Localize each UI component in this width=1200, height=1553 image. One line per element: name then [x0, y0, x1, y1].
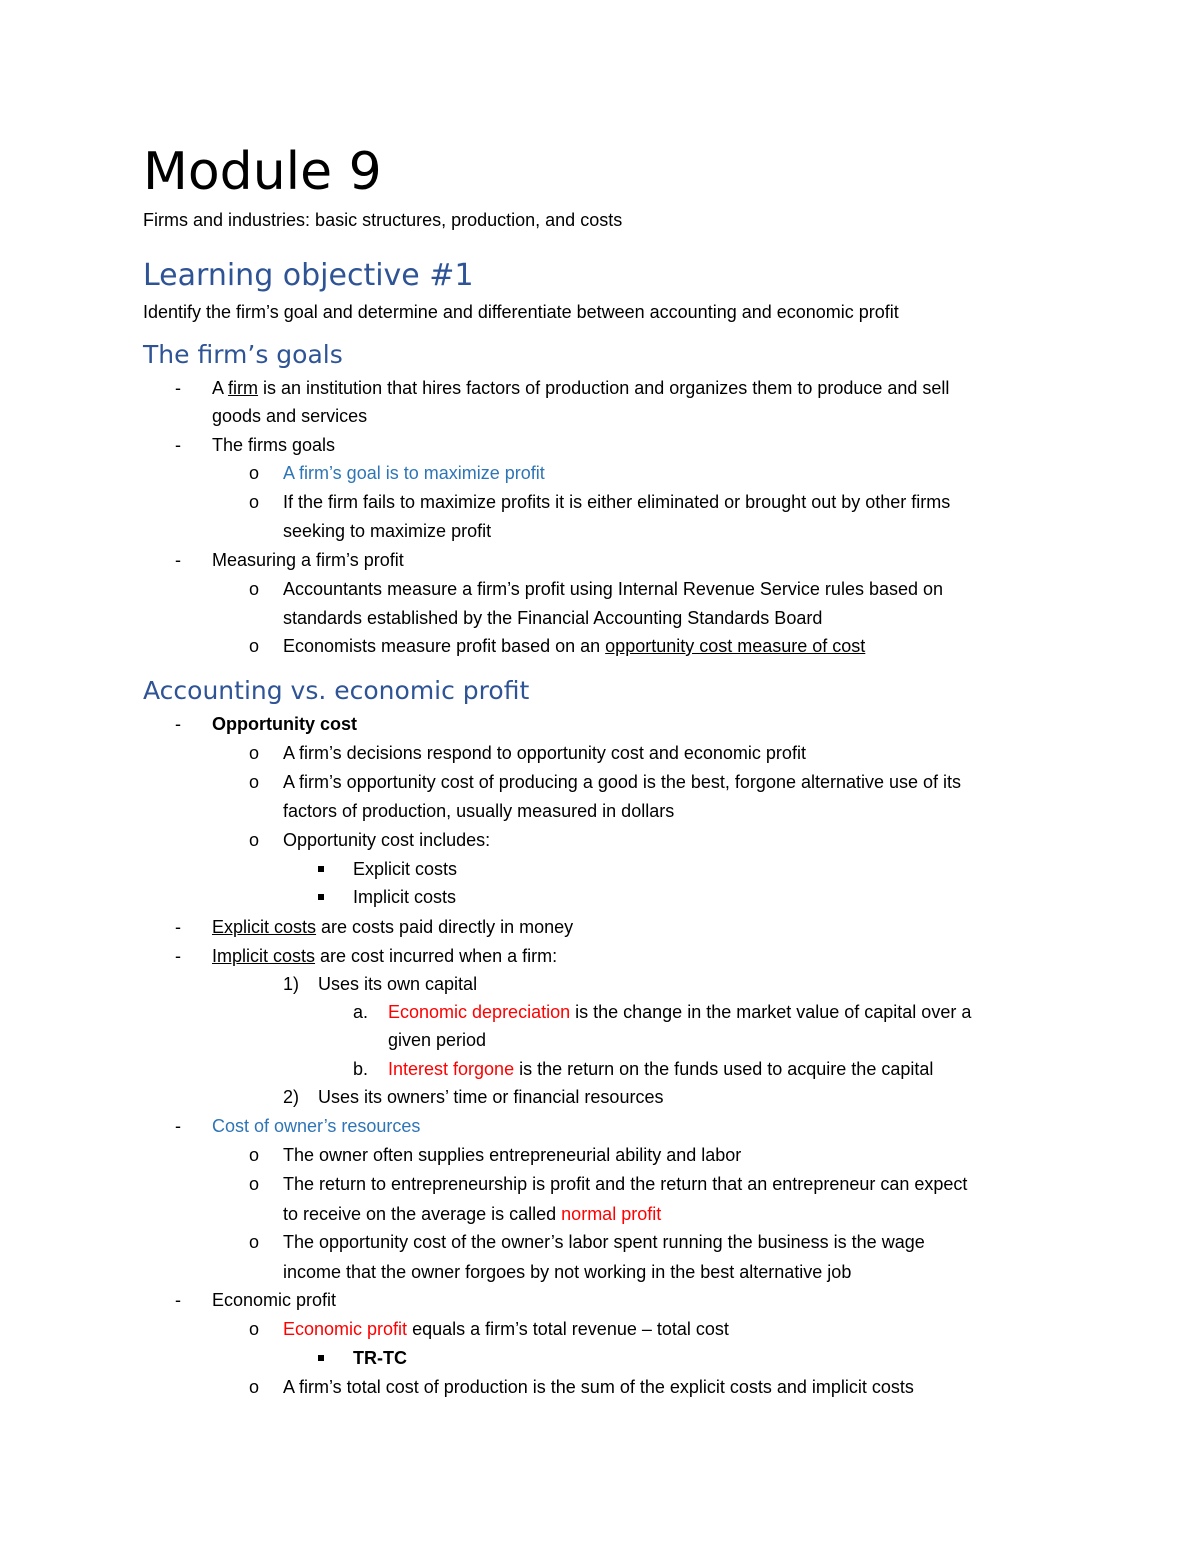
term-explicit-costs: Explicit costs	[212, 917, 317, 937]
number-marker: 1)	[283, 974, 300, 994]
list-item	[283, 1317, 729, 1341]
circle-bullet: o	[249, 1377, 260, 1397]
list-item: Accountants measure a firm’s profit using Internal Revenue Service rules based on	[283, 579, 944, 599]
circle-bullet: o	[249, 1145, 260, 1165]
term-interest-forgone: Interest forgone	[388, 1059, 515, 1079]
list-item: If the firm fails to maximize profits it is either eliminated or brought out by other firms	[283, 492, 951, 512]
square-bullet-icon	[318, 885, 324, 909]
list-item: A firm’s opportunity cost of producing a good is the best, forgone alternative use of its	[283, 772, 962, 792]
list-item: Economic profit	[212, 1290, 337, 1310]
list-item	[212, 376, 949, 400]
list-item: A firm’s decisions respond to opportunity cost and economic profit	[283, 743, 806, 763]
circle-bullet: o	[249, 1319, 260, 1339]
list-item-continuation: factors of production, usually measured in dollars	[283, 801, 675, 821]
list-item-continuation: given period	[388, 1030, 487, 1050]
list-item-text: is an institution that hires factors of production and organizes them to produce and sell	[258, 378, 950, 398]
list-item-text: equals a firm’s total revenue – total cost	[407, 1319, 729, 1339]
dash-bullet: -	[175, 1116, 181, 1136]
list-item-continuation: seeking to maximize profit	[283, 521, 492, 541]
list-item-continuation: income that the owner forgoes by not working in the best alternative job	[283, 1262, 852, 1282]
list-item	[212, 944, 557, 968]
list-item: Cost of owner’s resources	[212, 1116, 421, 1136]
term-opportunity-cost-measure: opportunity cost measure of cost	[605, 636, 866, 656]
list-item: Measuring a firm’s profit	[212, 550, 404, 570]
list-item-text: are cost incurred when a firm:	[315, 946, 558, 966]
dash-bullet: -	[175, 946, 181, 966]
dash-bullet: -	[175, 435, 181, 455]
section-heading-accounting-vs-economic: Accounting vs. economic profit	[143, 676, 530, 705]
list-item-text: is the return on the funds used to acquire the capital	[514, 1059, 934, 1079]
list-item: Uses its own capital	[318, 974, 478, 994]
objective-text: Identify the firm’s goal and determine and differentiate between accounting and economic profit	[143, 302, 899, 322]
dash-bullet: -	[175, 378, 181, 398]
circle-bullet: o	[249, 463, 260, 483]
list-item: Explicit costs	[353, 859, 458, 879]
list-item	[388, 1000, 971, 1024]
circle-bullet: o	[249, 636, 260, 656]
list-item: Implicit costs	[353, 887, 457, 907]
section-heading-firms-goals: The firm’s goals	[143, 340, 343, 369]
list-item: The owner often supplies entrepreneurial ability and labor	[283, 1145, 742, 1165]
list-item-text: are costs paid directly in money	[316, 917, 574, 937]
list-item-continuation	[283, 1202, 661, 1226]
circle-bullet: o	[249, 830, 260, 850]
term-implicit-costs: Implicit costs	[212, 946, 316, 966]
list-item-text: to receive on the average is called	[283, 1204, 562, 1224]
list-item-continuation: goods and services	[212, 406, 368, 426]
list-item: The return to entrepreneurship is profit and the return that an entrepreneur can expect	[283, 1174, 968, 1194]
dash-bullet: -	[175, 917, 181, 937]
square-bullet-icon	[318, 1346, 324, 1370]
list-item-text: is the change in the market value of capital over a	[570, 1002, 972, 1022]
circle-bullet: o	[249, 579, 260, 599]
term-firm: firm	[228, 378, 259, 398]
dash-bullet: -	[175, 550, 181, 570]
page-title: Module 9	[143, 142, 382, 202]
term-economic-depreciation: Economic depreciation	[388, 1002, 571, 1022]
list-item: TR-TC	[353, 1348, 407, 1368]
circle-bullet: o	[249, 492, 260, 512]
list-item: Opportunity cost includes:	[283, 830, 491, 850]
circle-bullet: o	[249, 772, 260, 792]
number-marker: 2)	[283, 1087, 300, 1107]
dash-bullet: -	[175, 1290, 181, 1310]
letter-marker: b.	[353, 1059, 369, 1079]
square-bullet-icon	[318, 857, 324, 881]
dash-bullet: -	[175, 714, 181, 734]
list-item-text: Economists measure profit based on an	[283, 636, 606, 656]
term-economic-profit: Economic profit	[283, 1319, 408, 1339]
list-item-text: A	[212, 378, 229, 398]
letter-marker: a.	[353, 1002, 369, 1022]
list-item	[283, 634, 865, 658]
objective-heading: Learning objective #1	[143, 258, 474, 293]
list-item: Uses its owners’ time or financial resources	[318, 1087, 664, 1107]
list-item: Opportunity cost	[212, 714, 357, 734]
list-item: A firm’s goal is to maximize profit	[283, 463, 545, 483]
list-item: A firm’s total cost of production is the sum of the explicit costs and implicit costs	[283, 1377, 914, 1397]
circle-bullet: o	[249, 1174, 260, 1194]
list-item: The opportunity cost of the owner’s labor spent running the business is the wage	[283, 1232, 925, 1252]
list-item-continuation: standards established by the Financial Accounting Standards Board	[283, 608, 823, 628]
circle-bullet: o	[249, 1232, 260, 1252]
page-subtitle: Firms and industries: basic structures, production, and costs	[143, 210, 623, 230]
list-item	[388, 1057, 933, 1081]
list-item: The firms goals	[212, 435, 336, 455]
term-normal-profit: normal profit	[561, 1204, 662, 1224]
list-item	[212, 915, 573, 939]
circle-bullet: o	[249, 743, 260, 763]
